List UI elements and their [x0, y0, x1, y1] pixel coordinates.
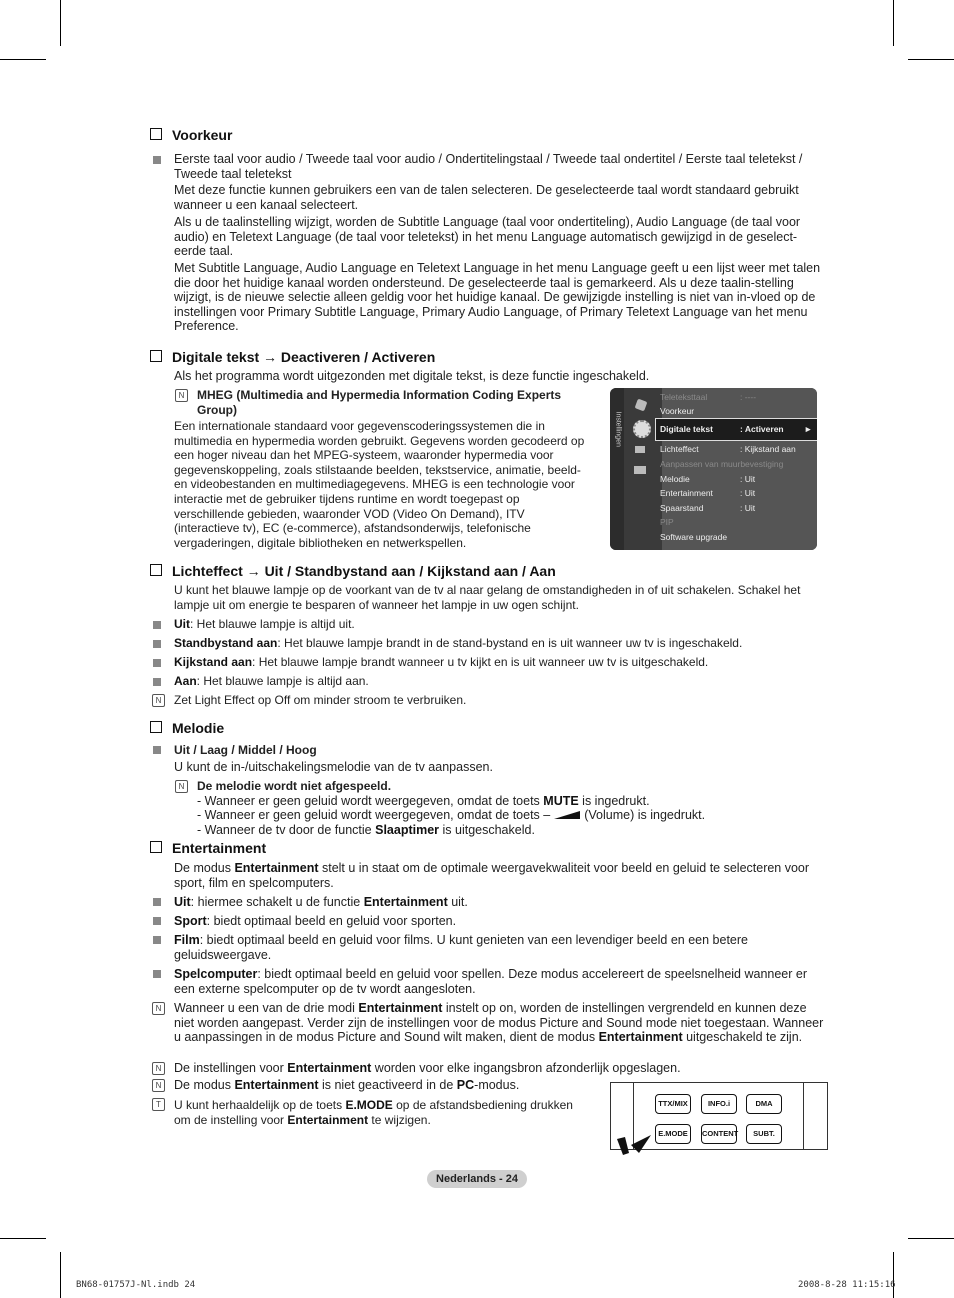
ent-item: Sport: biedt optimaal beeld en geluid voor sporten. — [174, 914, 457, 928]
bullet-square — [153, 640, 161, 648]
licht-item: Uit: Het blauwe lampje is altijd uit. — [174, 617, 355, 631]
menu-row: Lichteffect : Kijkstand aan — [660, 444, 796, 454]
note-icon: N — [175, 389, 188, 402]
crop-mark — [893, 0, 894, 46]
crop-mark — [0, 59, 46, 60]
bullet-square — [153, 970, 161, 978]
ent-item: Spelcomputer: biedt optimaal beeld en geluid voor spellen. Deze modus accelereert de speelsnelheid wanneer er een externe spelcomputer op de tv wordt aangesloten. — [174, 967, 808, 996]
menu-row: Software upgrade — [660, 532, 728, 542]
ent-tip: U kunt herhaaldelijk op de toets E.MODE op de afstandsbediening drukken om de instelling voor Entertainment te wijzigen. — [174, 1098, 573, 1127]
voorkeur-item: Eerste taal voor audio / Tweede taal voor audio / Ondertitelingstaal / Tweede taal ondertitel / Eerste taal teletekst / Tweede taal teletekst — [174, 152, 803, 181]
note-icon: N — [152, 694, 165, 707]
arrow-right-icon: ► — [804, 424, 813, 434]
crop-mark — [908, 59, 954, 60]
note-icon: N — [152, 1062, 165, 1075]
bullet-square — [153, 621, 161, 629]
remote-control-image — [610, 1082, 828, 1150]
application-icon — [634, 466, 646, 474]
menu-row: Voorkeur — [660, 406, 695, 416]
bullet-square — [153, 659, 161, 667]
pointer-arrow-icon — [613, 1131, 653, 1161]
section-title: Lichteffect → Uit / Standbystand aan / Kijkstand aan / Aan — [172, 563, 556, 579]
settings-menu-image — [610, 388, 817, 550]
voorkeur-paragraph: Met deze functie kunnen gebruikers een van de talen selecteren. De geselecteerde taal wordt standaard gebruikt wanneer u een kanaal selecteert. — [174, 183, 799, 212]
section-title: Voorkeur — [172, 127, 233, 143]
voorkeur-paragraph: Als u de taalinstelling wijzigt, worden de Subtitle Language (taal voor ondertiteling), Audio Language (de taal voor audio) en Teletext Language (de taal voor teletekst) in het menu Language automatisch gewijzigd in de geselect-eerde taal. — [174, 215, 801, 259]
section-lichteffect — [150, 563, 556, 579]
bullet-square — [153, 917, 161, 925]
info-button: INFO.i — [701, 1094, 737, 1114]
menu-row: Entertainment : Uit — [660, 488, 756, 498]
section-voorkeur — [150, 127, 232, 143]
ttx-mix-button: TTX/MIX — [655, 1094, 691, 1114]
crop-mark — [893, 1252, 894, 1298]
remote-note-icon: T — [152, 1098, 165, 1111]
menu-row: Teleteksttaal : ---- — [660, 392, 757, 402]
subt-button: SUBT. — [746, 1124, 782, 1144]
licht-item: Aan: Het blauwe lampje is altijd aan. — [174, 674, 369, 688]
note-icon: N — [152, 1002, 165, 1015]
bullet-square — [153, 746, 161, 754]
page-number-badge: Nederlands - 24 — [427, 1170, 527, 1188]
ent-note: Wanneer u een van de drie modi Entertainment instelt op on, worden de instellingen vergrendeld en kunnen deze niet worden aangepast. Verder zijn de instellingen voor de modus Picture and Sound mode niet toegestaan. Wanneer u aanpassingen in de modus Picture and Sound wilt maken, dient de modus Entertainment uitgeschakeld te zijn. — [174, 1001, 824, 1045]
menu-row-selected: Digitale tekst : Activeren ► — [660, 424, 813, 434]
mheg-body: Een internationale standaard voor gegevenscoderingssystemen die in multimedia en hypermedia worden gebruikt. Gegevens worden gecodeerd op een hoger niveau dan het MPEG-systeem, waaronder hypermedia voor gegevenskoppeling, zoals stilstaande beelden, tekstservice, animatie, beeld- en videobestanden en multimediagegevens. MHEG is een technologie voor interactie met de gebruiker tijdens runtime en wordt toegepast op verschillende gebieden, waaronder VOD (Video On Demand), ITV (interactieve tv), EC (e-commerce), afstandsonderwijs, telefonische vergaderingen, digitale bibliotheken en netwerkspellen. — [174, 419, 585, 550]
bullet-square — [153, 678, 161, 686]
section-melodie — [150, 720, 224, 736]
bullet-square — [153, 936, 161, 944]
note-icon: N — [152, 1079, 165, 1092]
section-title: Digitale tekst → Deactiveren / Activeren — [172, 349, 436, 365]
voorkeur-paragraph: Met Subtitle Language, Audio Language en Teletext Language in het menu Language geeft u een lijst weer met talen die door het huidige kanaal worden ondersteund. De geselecteerde taal is gemarkeerd. Als u deze taalin-stelling wijzigt, is de nieuwe selectie alleen geldig voor het huidige kanaal. De gewijzigde instelling is niet van in-vloed op de instellingen voor Primary Subtitle Language, Primary Audio Language, of Primary Teletext Language van het menu Preference. — [174, 261, 821, 334]
crop-mark — [60, 0, 61, 46]
input-icon — [635, 446, 645, 453]
print-date-info: 2008-8-28 11:15:16 — [798, 1280, 896, 1290]
bullet-square — [153, 898, 161, 906]
settings-gear-icon — [633, 420, 651, 438]
crop-mark — [908, 1238, 954, 1239]
e-mode-button: E.MODE — [655, 1124, 691, 1144]
ent-note: De modus Entertainment is niet geactiveerd in de PC-modus. — [174, 1078, 520, 1092]
melodie-detail: - Wanneer er geen geluid wordt weergegeven, omdat de toets MUTE is ingedrukt. — [197, 794, 650, 808]
menu-row: Spaarstand : Uit — [660, 503, 756, 513]
mheg-heading: MHEG (Multimedia and Hypermedia Information Coding Experts Group) — [197, 388, 562, 417]
licht-item: Standbystand aan: Het blauwe lampje brandt in de stand-bystand en is uit wanneer uw tv is ingeschakeld. — [174, 636, 743, 650]
dma-button: DMA — [746, 1094, 782, 1114]
melodie-detail: - Wanneer er geen geluid wordt weergegeven, omdat de toets – (Volume) is ingedrukt. — [197, 808, 706, 822]
ent-note: De instellingen voor Entertainment worden voor elke ingangsbron afzonderlijk opgeslagen. — [174, 1061, 681, 1075]
ent-intro: De modus Entertainment stelt u in staat om de optimale weergavekwaliteit voor beeld en geluid te selecteren voor sport, film en spelcomputers. — [174, 861, 810, 890]
section-title: Entertainment — [172, 840, 267, 856]
melodie-note: De melodie wordt niet afgespeeld. — [197, 779, 392, 793]
picture-icon — [635, 399, 648, 412]
menu-row: PIP — [660, 517, 674, 527]
digitale-intro: Als het programma wordt uitgezonden met digitale tekst, is deze functie ingeschakeld. — [174, 369, 650, 383]
melodie-options: Uit / Laag / Middel / Hoog — [174, 743, 317, 757]
section-title: Melodie — [172, 720, 225, 736]
menu-row: Melodie : Uit — [660, 474, 756, 484]
menu-icon-column — [624, 388, 662, 550]
crop-mark — [0, 1238, 46, 1239]
ent-item: Uit: hiermee schakelt u de functie Entertainment uit. — [174, 895, 468, 909]
licht-item: Kijkstand aan: Het blauwe lampje brandt wanneer u tv kijkt en is uit wanneer uw tv is uitgeschakeld. — [174, 655, 709, 669]
bullet-square — [153, 156, 161, 164]
crop-mark — [60, 1252, 61, 1298]
ent-item: Film: biedt optimaal beeld en geluid voor films. U kunt genieten van een levendiger beeld en een betere geluidsweergave. — [174, 933, 748, 962]
menu-row: Aanpassen van muurbevestiging — [660, 459, 784, 469]
melodie-detail: - Wanneer de tv door de functie Slaaptimer is uitgeschakeld. — [197, 823, 535, 837]
content-button: CONTENT — [701, 1124, 737, 1144]
section-digitale-tekst — [150, 349, 435, 365]
note-icon: N — [175, 780, 188, 793]
print-file-info: BN68-01757J-Nl.indb 24 — [76, 1280, 196, 1290]
menu-side-label: Instellingen — [614, 411, 622, 447]
remote-edge — [803, 1083, 804, 1149]
licht-intro: U kunt het blauwe lampje op de voorkant van de tv al naar gelang de omstandigheden in of uit schakelen. Schakel het lampje uit om energie te besparen of wanneer het lampje in uw ogen schijnt. — [174, 583, 801, 612]
volume-icon — [554, 811, 580, 819]
melodie-desc: U kunt de in-/uitschakelingsmelodie van de tv aanpassen. — [174, 760, 493, 774]
licht-note: Zet Light Effect op Off om minder stroom te verbruiken. — [174, 693, 467, 707]
section-entertainment — [150, 840, 266, 856]
